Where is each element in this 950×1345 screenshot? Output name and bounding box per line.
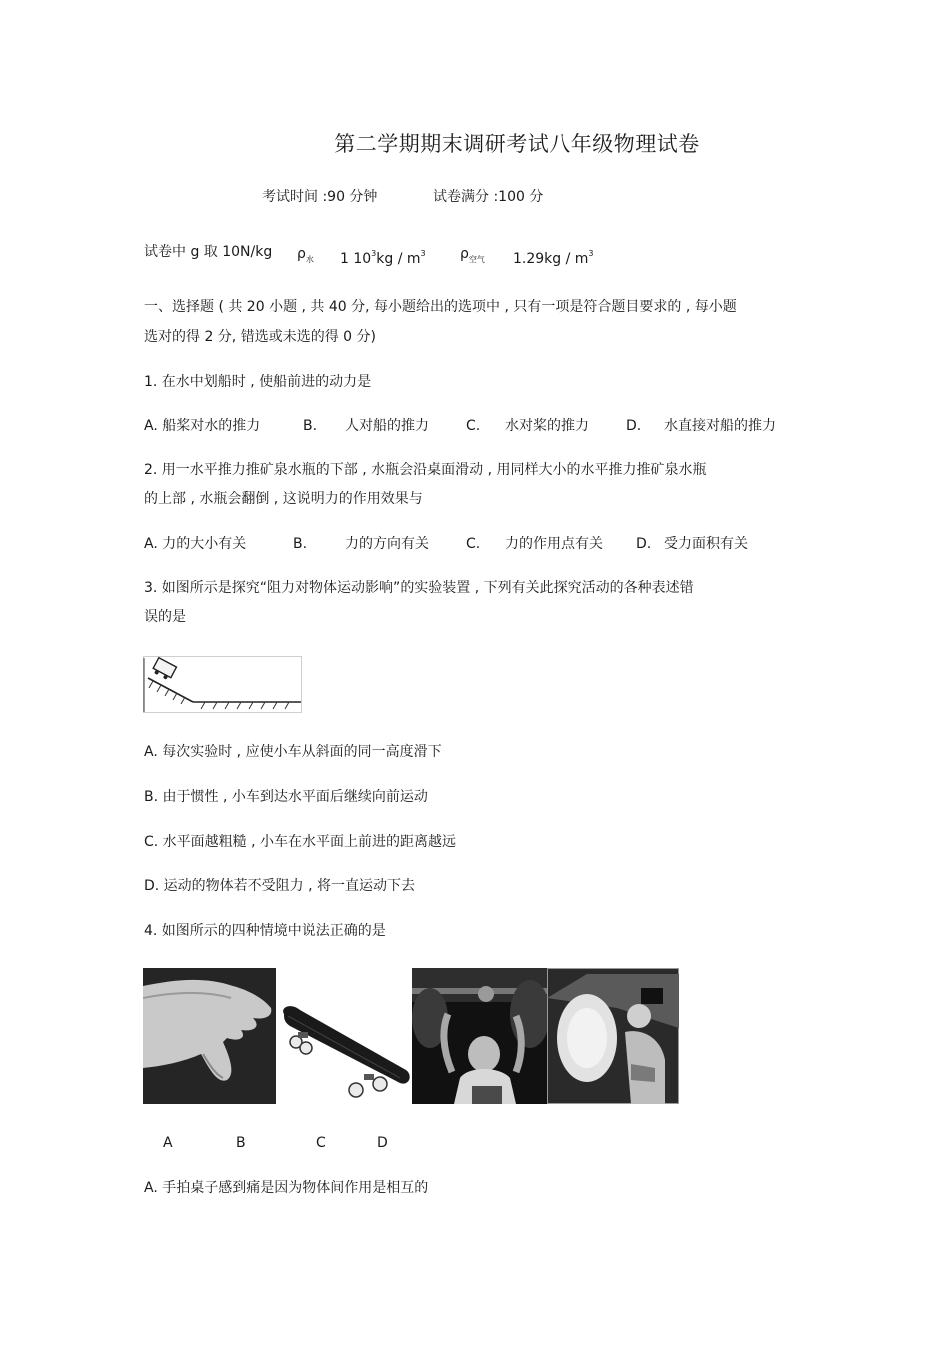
fig-label-a: A: [163, 1135, 173, 1151]
q2-stem-line1: 2. 用一水平推力推矿泉水瓶的下部 , 水瓶会沿桌面滑动 , 用同样大小的水平推力推矿泉水瓶: [144, 462, 707, 478]
rho-air: [460, 244, 485, 270]
q3-option-a: A. 每次实验时 , 应使小车从斜面的同一高度滑下: [144, 744, 442, 760]
q3-option-d: D. 运动的物体若不受阻力 , 将一直运动下去: [144, 878, 416, 894]
q1-option-d-letter: D.: [626, 418, 642, 434]
photo-airbag: [547, 968, 679, 1104]
q4-stem: 4. 如图所示的四种情境中说法正确的是: [144, 923, 386, 939]
q1-option-c-letter: C.: [466, 418, 481, 434]
rho-water-exponent: 3: [371, 249, 377, 258]
rho-water-subscript: 水: [305, 255, 314, 264]
section-heading-line1: 一、选择题 ( 共 20 小题 , 共 40 分, 每小题给出的选项中 , 只有一项是符合题目要求的 , 每小题: [144, 299, 737, 315]
exam-time-label: 考试时间: [262, 189, 318, 205]
incline-diagram: [143, 656, 303, 714]
q3-option-b: B. 由于惯性 , 小车到达水平面后继续向前运动: [144, 789, 428, 805]
rho-water-unit: kg / m: [376, 251, 421, 267]
q2-option-d-letter: D.: [636, 536, 652, 552]
q2-option-d-text: 受力面积有关: [664, 536, 748, 552]
q2-stem-line2: 的上部 , 水瓶会翻倒 , 这说明力的作用效果与: [144, 491, 423, 507]
q1-option-d-text: 水直接对船的推力: [664, 418, 776, 434]
rho-air-subscript: 空气: [468, 255, 485, 264]
exam-time-value: :90 分钟: [322, 189, 378, 205]
rho-air-unit-exponent: 3: [588, 249, 594, 258]
q2-option-c-letter: C.: [466, 536, 481, 552]
page-title: 第二学期期末调研考试八年级物理试卷: [334, 132, 700, 156]
q3-stem-line1: 3. 如图所示是探究“阻力对物体运动影响”的实验装置 , 下列有关此探究活动的各种表述错: [144, 580, 694, 596]
fig-label-d: D: [377, 1135, 388, 1151]
fig-label-b: B: [236, 1135, 246, 1151]
q1-option-c-text: 水对桨的推力: [505, 418, 589, 434]
q1-option-b-letter: B.: [303, 418, 318, 434]
q4-option-a: A. 手拍桌子感到痛是因为物体间作用是相互的: [144, 1180, 429, 1196]
photo-skateboard: [276, 1004, 412, 1104]
rho-water-number: 1 10: [340, 251, 372, 267]
cart-block-shape: [151, 658, 176, 682]
q2-option-a: A. 力的大小有关: [144, 536, 247, 552]
q2-option-b-text: 力的方向有关: [345, 536, 429, 552]
exam-score-label: 试卷满分: [433, 189, 489, 205]
section-heading-line2: 选对的得 2 分, 错选或未选的得 0 分): [144, 329, 376, 345]
photo-weightlifter: [412, 968, 547, 1104]
rho-water-value: [340, 244, 426, 269]
q1-stem: 1. 在水中划船时 , 使船前进的动力是: [144, 374, 372, 390]
rho-air-value: [513, 244, 594, 269]
exam-time: [262, 187, 377, 207]
incline-figure: [143, 656, 303, 714]
constants-prefix: 试卷中 g 取 10N/kg: [144, 244, 273, 260]
rho-water: [297, 244, 314, 270]
exam-score: [433, 187, 543, 207]
rho-water-symbol: ρ: [297, 246, 306, 262]
fig-label-c: C: [316, 1135, 326, 1151]
rho-water-unit-exponent: 3: [420, 249, 426, 258]
q2-option-b-letter: B.: [293, 536, 308, 552]
q1-option-a: A. 船桨对水的推力: [144, 418, 261, 434]
rho-air-symbol: ρ: [460, 246, 469, 262]
photo-hand-slap: [143, 968, 276, 1104]
q1-option-b-text: 人对船的推力: [345, 418, 429, 434]
q3-stem-line2: 误的是: [144, 609, 186, 625]
q2-option-c-text: 力的作用点有关: [505, 536, 603, 552]
exam-score-value: :100 分: [493, 189, 544, 205]
q3-option-c: C. 水平面越粗糙 , 小车在水平面上前进的距离越远: [144, 834, 457, 850]
rho-air-number: 1.29kg / m: [513, 251, 589, 267]
